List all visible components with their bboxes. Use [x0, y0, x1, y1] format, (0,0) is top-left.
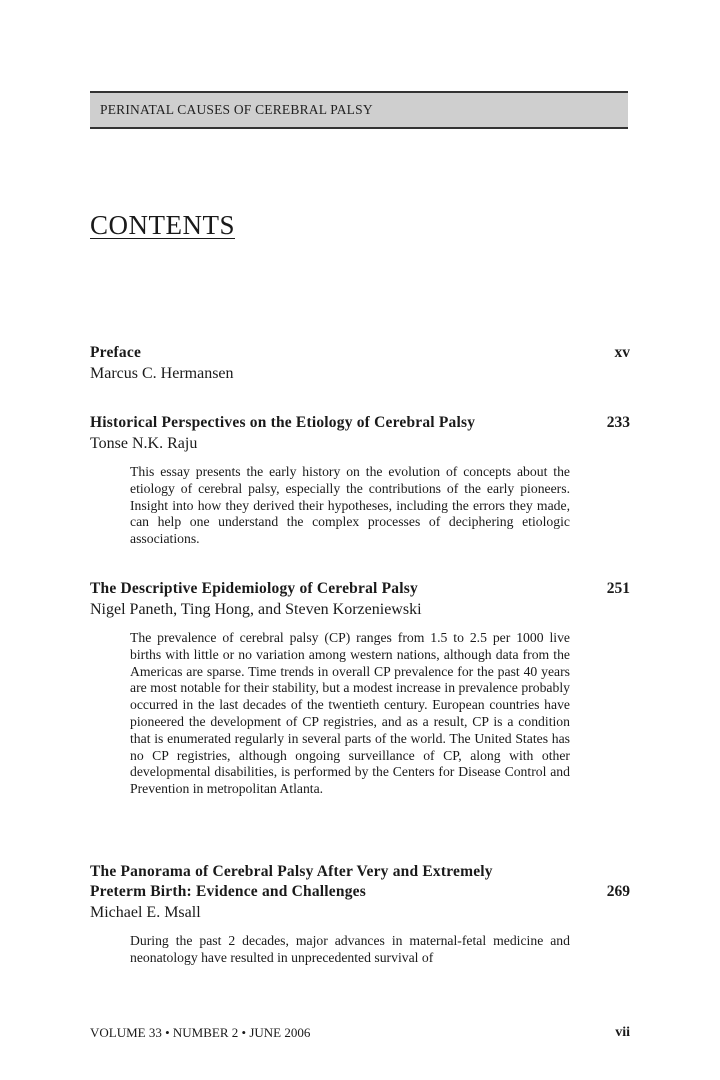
- entry-page-number: 251: [606, 580, 630, 597]
- entry-title: Historical Perspectives on the Etiology of Cerebral Palsy: [90, 414, 476, 431]
- toc-entry-preface: [90, 343, 630, 384]
- entry-author: Tonse N.K. Raju: [90, 435, 198, 452]
- entry-page-number: 269: [606, 883, 630, 900]
- toc-entry-descriptive-epidemiology: [90, 579, 630, 798]
- entry-title: The Panorama of Cerebral Palsy After Very and Extremely Preterm Birth: Evidence and Challenges: [90, 863, 493, 900]
- entry-author: Nigel Paneth, Ting Hong, and Steven Korzeniewski: [90, 601, 422, 618]
- entry-abstract: During the past 2 decades, major advances in maternal-fetal medicine and neonatology have resulted in unprecedented survival of: [130, 933, 570, 965]
- entry-title: The Descriptive Epidemiology of Cerebral Palsy: [90, 580, 418, 597]
- toc-entry-historical-perspectives: [90, 413, 630, 548]
- page-folio: vii: [615, 1025, 630, 1040]
- journal-title: PERINATAL CAUSES OF CEREBRAL PALSY: [100, 102, 373, 117]
- entry-abstract: The prevalence of cerebral palsy (CP) ranges from 1.5 to 2.5 per 1000 live births with little or no variation among western nations, although data from the Americas are sparse. Time trends in overall CP prevalence for the past 40 years are most notable for their stability, but a modest increase in prevalence probably occurred in the last decades of the twentieth century. European countries have pioneered the development of CP registries, and as a result, CP is a condition that is enumerated regularly in several parts of the world. The United States has no CP registries, although ongoing surveillance of CP, along with other developmental disabilities, is performed by the Centers for Disease Control and Prevention in metropolitan Atlanta.: [130, 630, 570, 797]
- running-header: [90, 91, 628, 129]
- entry-author: Marcus C. Hermansen: [90, 365, 234, 382]
- entry-page-number: 233: [606, 414, 630, 431]
- entry-title: Preface: [90, 344, 142, 361]
- toc-entry-panorama-preterm: [90, 862, 630, 967]
- issue-info: VOLUME 33 • NUMBER 2 • JUNE 2006: [90, 1025, 311, 1040]
- page-title: CONTENTS: [90, 210, 235, 240]
- page-footer: [90, 1025, 630, 1041]
- entry-page-number: xv: [614, 344, 630, 361]
- entry-author: Michael E. Msall: [90, 904, 201, 921]
- entry-abstract: This essay presents the early history on the evolution of concepts about the etiology of cerebral palsy, especially the contributions of the early pioneers. Insight into how they derived their hypotheses, including the errors they made, can help one understand the complex processes of deciphering etiologic associations.: [130, 464, 570, 547]
